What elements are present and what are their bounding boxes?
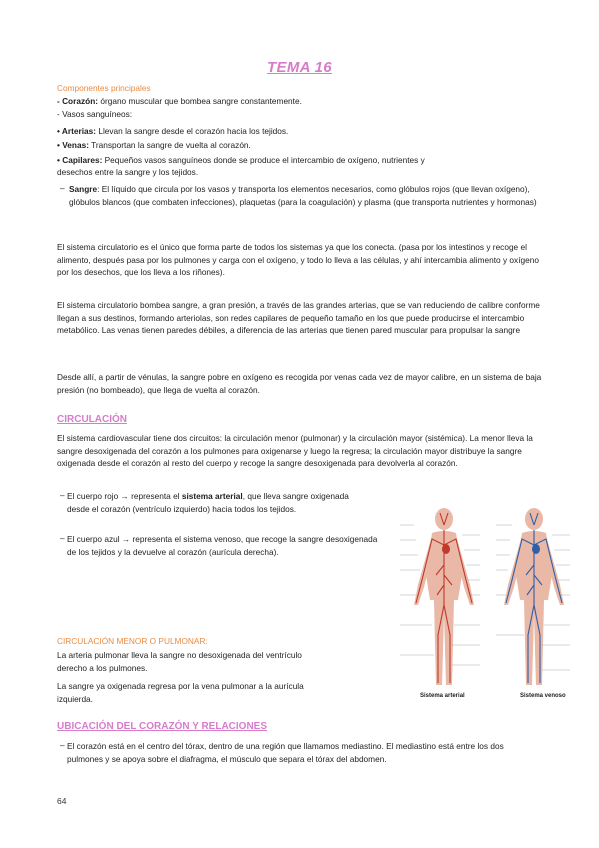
components-heading: Componentes principales xyxy=(57,83,151,93)
menor-line: derecho a los pulmones. xyxy=(57,663,148,673)
dash-bullet: ‒ xyxy=(60,183,65,193)
sangre-item: Sangre: El líquido que circula por los vasos y transporta los elementos necesarios, como glóbulos rojos (que llevan oxígeno), glóbulos blancos (que combaten infecciones), plaquetas (para la coagulación) y plasma (que transporta nutrientes y hormonas) xyxy=(69,184,537,207)
menor-line: izquierda. xyxy=(57,694,93,704)
arterial-body-illustration xyxy=(414,508,474,685)
venous-body-illustration xyxy=(504,508,564,685)
venous-bullet: El cuerpo azul → representa el sistema venoso, que recoge la sangre desoxigenada de los tejidos y la devuelve al corazón (aurícula derecha). xyxy=(67,534,378,557)
ubicacion-heading: UBICACIÓN DEL CORAZÓN Y RELACIONES xyxy=(57,721,268,732)
paragraph-1: El sistema circulatorio es el único que forma parte de todos los sistemas ya que los conecta. (pasa por los intestinos y recoge el alimento, después pasa por los pulmones y carga con el oxígeno, y todo lo lleva a las células, y ahí intercambia alimento y oxígeno por los desechos, que los lleva a los riñones). xyxy=(57,242,539,278)
dash-bullet: ‒ xyxy=(60,490,65,500)
component-line: desechos entre la sangre y los tejidos. xyxy=(57,167,199,177)
circulacion-heading: CIRCULACIÓN xyxy=(57,414,127,425)
component-line: - Corazón: órgano muscular que bombea sangre constantemente. xyxy=(57,96,302,106)
circulatory-systems-figure xyxy=(392,505,592,703)
menor-line: La sangre ya oxigenada regresa por la vena pulmonar a la aurícula xyxy=(57,681,304,691)
page-number: 64 xyxy=(57,796,67,806)
page-title: TEMA 16 xyxy=(267,59,332,76)
arterial-bullet: El cuerpo rojo → representa el sistema arterial, que lleva sangre oxigenada desde el corazón (ventrículo izquierdo) hacia todos los tejidos. xyxy=(67,491,349,514)
venous-caption: Sistema venoso xyxy=(520,693,566,699)
circulacion-paragraph: El sistema cardiovascular tiene dos circuitos: la circulación menor (pulmonar) y la circulación mayor (sistémica). La menor lleva la sangre desoxigenada del corazón a los pulmones para oxigenarse y luego la regresa; la circulación mayor distribuye la sangre oxigenada desde el corazón al resto del cuerpo y recoge la sangre desoxigenada para devolverla al corazón. xyxy=(57,433,533,469)
paragraph-2: El sistema circulatorio bombea sangre, a gran presión, a través de las grandes arterias, que se van reduciendo de calibre conforme llegan a sus destinos, formando arteriolas, son redes capilares de pequeño tamaño en los que puede producirse el intercambio metabólico. Las venas tienen paredes débiles, a diferencia de las arterias que tienen pared muscular para propulsar la sangre xyxy=(57,300,540,336)
component-line: - Vasos sanguíneos: xyxy=(57,109,133,119)
menor-line: La arteria pulmonar lleva la sangre no desoxigenada del ventrículo xyxy=(57,650,302,660)
component-line: • Venas: Transportan la sangre de vuelta al corazón. xyxy=(57,140,251,150)
paragraph-3: Desde allí, a partir de vénulas, la sangre pobre en oxígeno es recogida por venas cada vez de mayor calibre, en un sistema de baja presión (no bombeado), que llega de vuelta al corazón. xyxy=(57,372,542,395)
ubicacion-text: El corazón está en el centro del tórax, dentro de una región que llamamos mediastino. El mediastino está entre los dos pulmones y se apoya sobre el diafragma, el músculo que separa el tórax del abdomen. xyxy=(67,741,504,764)
component-line: • Arterias: Llevan la sangre desde el corazón hacia los tejidos. xyxy=(57,126,289,136)
menor-heading: CIRCULACIÓN MENOR O PULMONAR: xyxy=(57,636,208,646)
arterial-caption: Sistema arterial xyxy=(420,693,465,699)
component-line: • Capilares: Pequeños vasos sanguíneos donde se produce el intercambio de oxígeno, nutrientes y xyxy=(57,155,425,165)
dash-bullet: ‒ xyxy=(60,533,65,543)
body-illustrations xyxy=(392,505,592,691)
dash-bullet: ‒ xyxy=(60,740,65,750)
